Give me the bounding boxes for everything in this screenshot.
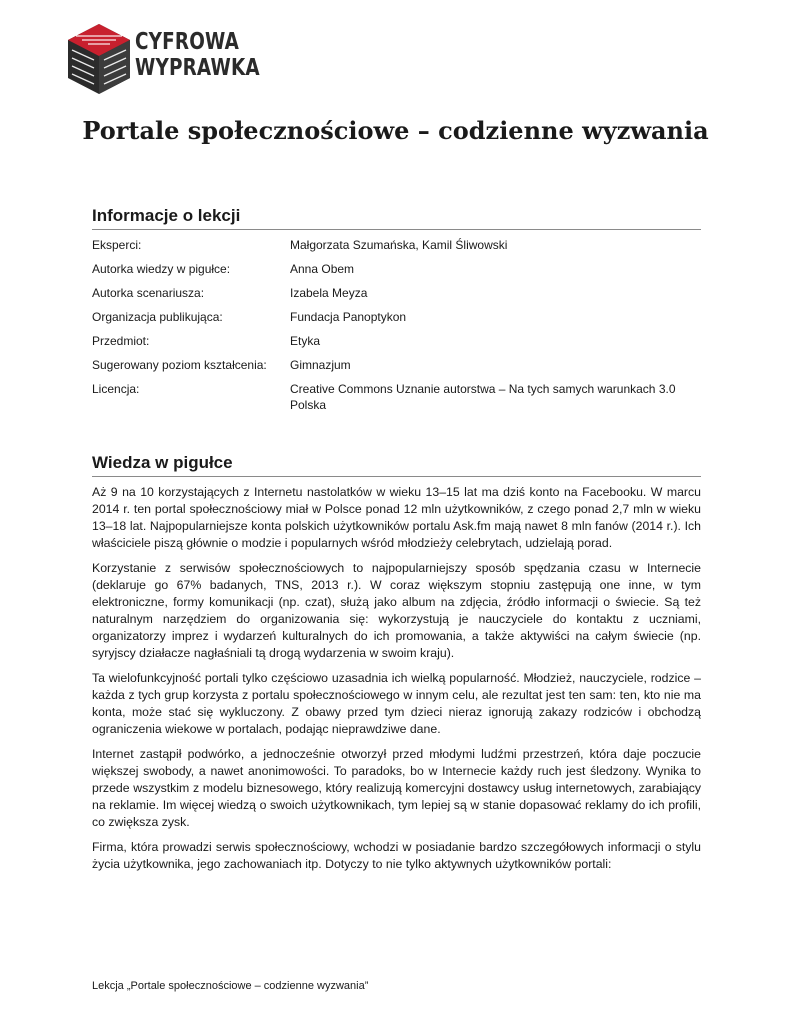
info-row <box>92 237 701 261</box>
info-label: Sugerowany poziom kształcenia: <box>92 358 267 372</box>
info-row <box>92 333 701 357</box>
body-paragraph: Aż 9 na 10 korzystających z Internetu nastolatków w wieku 13–15 lat ma dziś konto na Facebooku. W marcu 2014 r. ten portal społecznościowy miał w Polsce ponad 12 mln użytkowników, z czego ponad 2,7 mln w wieku 13–18 lat. Najpopularniejsze konta polskich użytkowników portalu Ask.fm mają nawet 8 mln fanów (2014 r.). Ich właściciele piszą głównie o modzie i popularnych wśród młodzieży celebrytach, udzielają porad. <box>92 485 701 550</box>
info-row <box>92 381 701 421</box>
info-label: Organizacja publikująca: <box>92 310 223 324</box>
logo-line-1: CYFROWA <box>135 29 240 55</box>
logo <box>64 22 260 96</box>
info-value: Anna Obem <box>290 262 355 276</box>
info-value: Etyka <box>290 334 321 348</box>
info-value: Izabela Meyza <box>290 286 368 300</box>
info-value: Małgorzata Szumańska, Kamil Śliwowski <box>290 238 508 252</box>
info-row <box>92 261 701 285</box>
body-paragraph: Ta wielofunkcyjność portali tylko częściowo uzasadnia ich wielką popularność. Młodzież, nauczyciele, rodzice – każda z tych grup korzysta z portalu społecznościowego w innym celu, ale rezultat jest ten sam: ten, kto nie ma konta, może stać się wykluczony. Z obawy przed tym dzieci nieraz ignorują zakazy rodziców i obchodzą ograniczenia wiekowe w portalach, podając nieprawdziwe dane. <box>92 671 701 736</box>
info-section-heading: Informacje o lekcji <box>92 205 701 230</box>
info-value: Fundacja Panoptykon <box>290 310 407 324</box>
info-value: Gimnazjum <box>290 358 351 372</box>
info-row <box>92 285 701 309</box>
info-row <box>92 357 701 381</box>
info-label: Licencja: <box>92 382 140 396</box>
info-row <box>92 309 701 333</box>
logo-line-2: WYPRAWKA <box>135 55 260 81</box>
wiedza-section-heading: Wiedza w pigułce <box>92 452 701 477</box>
cyfrowa-wyprawka-logo-icon <box>64 22 134 96</box>
body-paragraph: Korzystanie z serwisów społecznościowych to najpopularniejszy sposób spędzania czasu w Internecie (deklaruje go 67% badanych, TNS, 2013 r.). W coraz większym stopniu zastępują one inne, w tym elektroniczne, formy komunikacji (np. czat), służą jako album na zdjęcia, źródło informacji o świecie. Są też naturalnym narzędziem do organizowania się: wykorzystują je nauczyciele do kontaktu z uczniami, organizatorzy imprez i wydarzeń kulturalnych do ich promowania, a także aktywiści na całym świecie (np. syryjscy działacze nagłaśniali tą drogą wydarzenia w swoim kraju). <box>92 561 701 660</box>
page-footer: Lekcja „Portale społecznościowe – codzienne wyzwania” <box>92 980 369 992</box>
info-value: Creative Commons Uznanie autorstwa – Na tych samych warunkach 3.0 Polska <box>290 382 676 412</box>
body-paragraph: Internet zastąpił podwórko, a jednocześnie otworzył przed młodymi ludźmi przestrzeń, która daje poczucie większej swobody, a nawet anonimowości. To paradoks, bo w Internecie każdy ruch jest śledzony. Wynika to przede wszystkim z modelu biznesowego, który realizują komercyjni dostawcy usług internetowych, zarabiający na reklamie. Im więcej wiedzą o swoich użytkownikach, tym lepiej są w stanie dopasować reklamy do ich profili, co zwiększa zysk. <box>92 747 701 829</box>
lesson-info-table <box>92 237 701 421</box>
info-label: Eksperci: <box>92 238 142 252</box>
info-label: Autorka wiedzy w pigułce: <box>92 262 231 276</box>
body-paragraph: Firma, która prowadzi serwis społecznościowy, wchodzi w posiadanie bardzo szczegółowych informacji o stylu życia użytkownika, jego zachowaniach itp. Dotyczy to nie tylko aktywnych użytkowników portali: <box>92 840 701 871</box>
document-title: Portale społecznościowe – codzienne wyzwania <box>82 116 709 145</box>
wiedza-body <box>92 484 701 881</box>
info-label: Przedmiot: <box>92 334 150 348</box>
logo-wordmark <box>135 29 260 81</box>
info-label: Autorka scenariusza: <box>92 286 205 300</box>
